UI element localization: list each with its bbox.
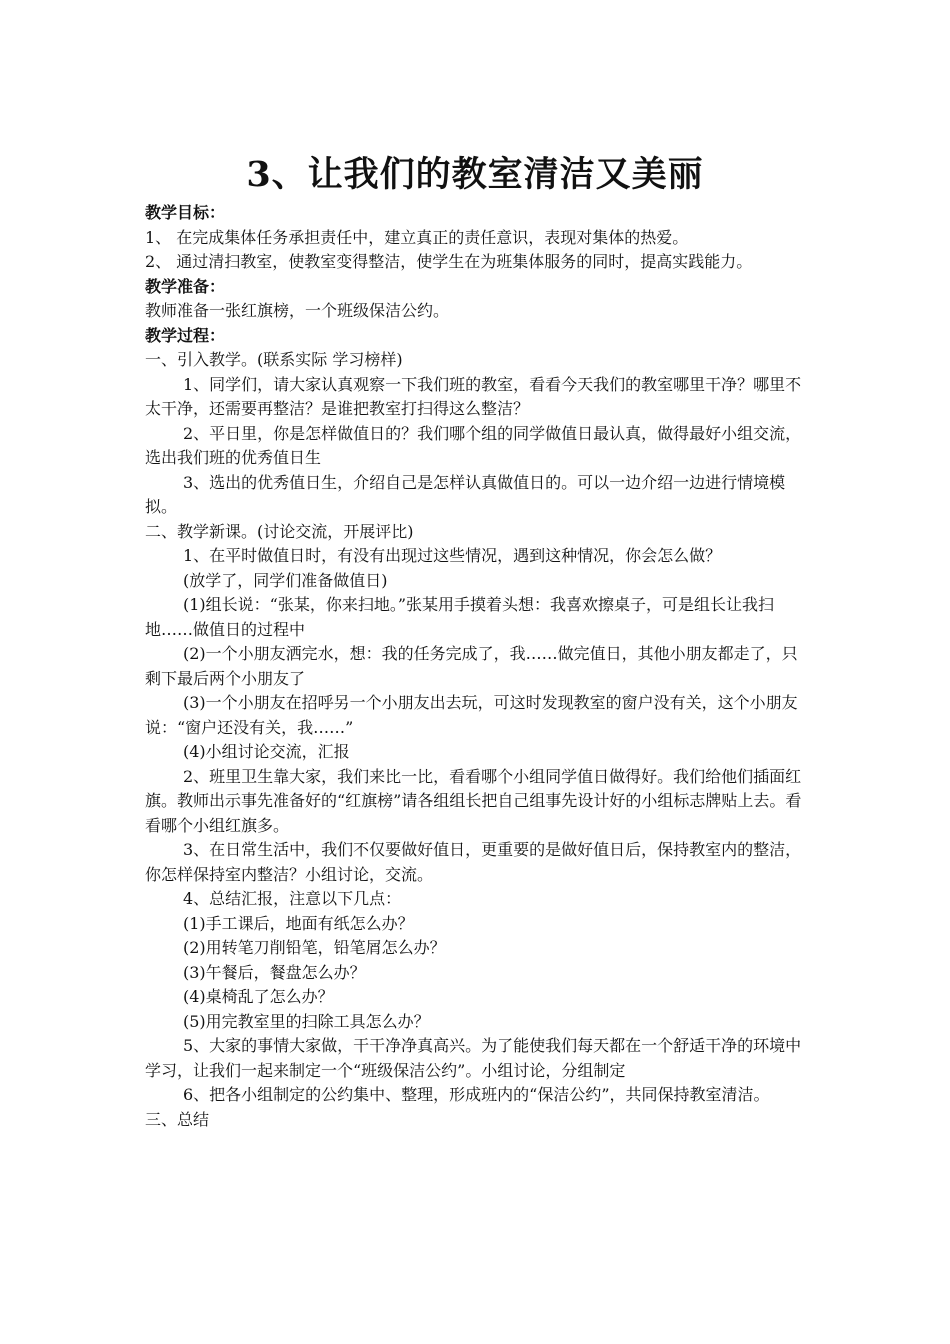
question-item: (1)手工课后，地面有纸怎么办？ (183, 913, 414, 933)
paragraph-note: (放学了，同学们准备做值日) (183, 570, 388, 590)
case-item: (4)小组讨论交流，汇报 (183, 742, 350, 761)
case-item: (1)组长说：“张某，你来扫地。”张某用手摸着头想：我喜欢擦桌子，可是组长让我扫地……做值日的过程中 (145, 595, 775, 639)
question-item: (3)午餐后，餐盘怎么办？ (183, 962, 366, 982)
case-item: (2)一个小朋友洒完水，想：我的任务完成了，我……做完值日，其他小朋友都走了，只剩下最后两个小朋友了 (145, 644, 798, 688)
paragraph: 3、选出的优秀值日生，介绍自己是怎样认真做值日的。可以一边介绍一边进行情境模拟。 (145, 472, 786, 516)
section-title: 一、引入教学。(联系实际 学习榜样) (145, 350, 403, 369)
objective-item: 2、 通过清扫教室，使教室变得整洁，使学生在为班集体服务的同时，提高实践能力。 (145, 252, 753, 271)
paragraph: 3、在日常生活中，我们不仅要做好值日，更重要的是做好值日后，保持教室内的整洁，你怎样保持室内整洁？小组讨论，交流。 (145, 840, 802, 884)
paragraph: 1、在平时做值日时，有没有出现过这些情况，遇到这种情况，你会怎么做？ (183, 546, 722, 565)
process-heading: 教学过程： (145, 325, 226, 345)
question-item: (5)用完教室里的扫除工具怎么办？ (183, 1011, 430, 1031)
preparation-text: 教师准备一张红旗榜，一个班级保洁公约。 (145, 301, 450, 320)
paragraph: 2、班里卫生靠大家，我们来比一比，看看哪个小组同学值日做得好。我们给他们插面红旗。教师出示事先准备好的“红旗榜”请各组组长把自己组事先设计好的小组标志牌贴上去。看看哪个小组红旗多。 (145, 766, 802, 835)
section-title: 三、总结 (145, 1109, 210, 1129)
section-title: 二、教学新课。(讨论交流，开展评比) (145, 521, 414, 541)
case-item: (3)一个小朋友在招呼另一个小朋友出去玩，可这时发现教室的窗户没有关，这个小朋友说：“窗户还没有关，我……” (145, 693, 798, 737)
objectives-heading: 教学目标： (145, 203, 226, 222)
document-title: 3、让我们的教室清洁又美丽 (246, 154, 704, 195)
preparation-heading: 教学准备： (145, 276, 226, 296)
paragraph: 1、同学们，请大家认真观察一下我们班的教室，看看今天我们的教室哪里干净？哪里不太干净，还需要再整洁？是谁把教室打扫得这么整洁？ (145, 374, 802, 418)
question-item: (4)桌椅乱了怎么办？ (183, 987, 334, 1006)
objective-item: 1、 在完成集体任务承担责任中，建立真正的责任意识，表现对集体的热爱。 (145, 227, 689, 247)
document-body (145, 201, 810, 1132)
paragraph: 5、大家的事情大家做，干干净净真高兴。为了能使我们每天都在一个舒适干净的环境中学习，让我们一起来制定一个“班级保洁公约”。小组讨论，分组制定 (145, 1036, 802, 1080)
question-item: (2)用转笔刀削铅笔，铅笔屑怎么办？ (183, 938, 446, 957)
paragraph: 6、把各小组制定的公约集中、整理，形成班内的“保洁公约”，共同保持教室清洁。 (183, 1085, 770, 1104)
paragraph: 2、平日里，你是怎样做值日的？我们哪个组的同学做值日最认真，做得最好小组交流，选出我们班的优秀值日生 (145, 423, 802, 467)
paragraph: 4、总结汇报，注意以下几点： (183, 889, 402, 908)
